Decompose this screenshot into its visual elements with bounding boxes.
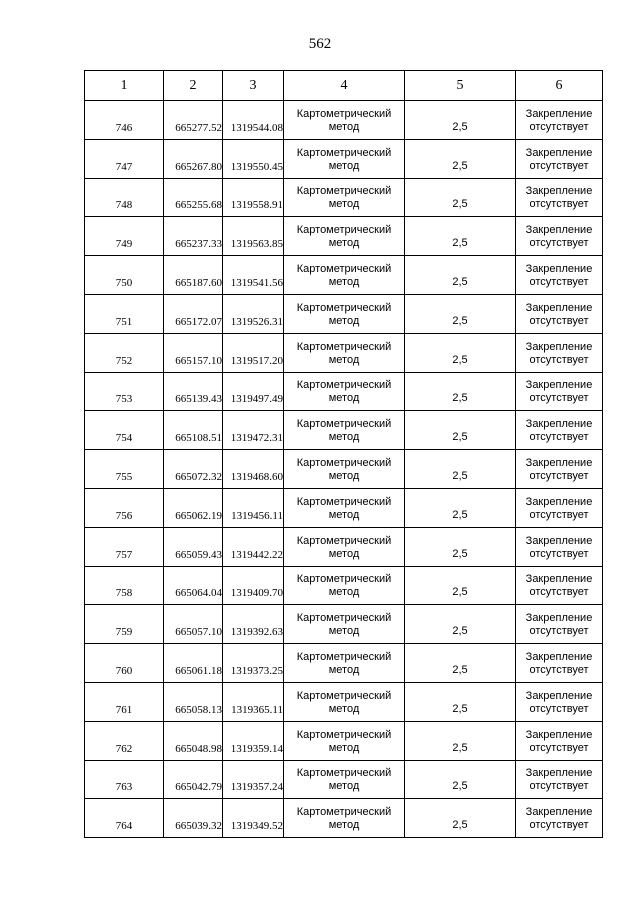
fixing-cell — [516, 760, 603, 799]
method-line: Картометрический — [296, 689, 392, 702]
method-line: метод — [328, 508, 360, 521]
fixing-line: Закрепление — [525, 612, 593, 625]
method-line: метод — [328, 314, 360, 327]
fixing-line: отсутствует — [529, 780, 589, 793]
accuracy-cell: 2,5 — [405, 760, 516, 799]
x-coordinate-cell: 665048.98 — [164, 721, 223, 760]
point-number-cell: 762 — [85, 721, 164, 760]
x-coordinate-cell: 665059.43 — [164, 527, 223, 566]
method-line: Картометрический — [296, 107, 392, 120]
point-number-cell: 761 — [85, 682, 164, 721]
x-coordinate-cell: 665061.18 — [164, 644, 223, 683]
x-coordinate-cell: 665187.60 — [164, 256, 223, 295]
method-cell — [284, 721, 405, 760]
method-line: метод — [328, 547, 360, 560]
y-coordinate-cell: 1319365.11 — [223, 682, 284, 721]
fixing-line: отсутствует — [529, 625, 589, 638]
accuracy-cell: 2,5 — [405, 644, 516, 683]
fixing-line: Закрепление — [525, 301, 593, 314]
fixing-line: отсутствует — [529, 159, 589, 172]
method-cell — [284, 411, 405, 450]
accuracy-cell: 2,5 — [405, 294, 516, 333]
method-line: Картометрический — [296, 301, 392, 314]
method-cell — [284, 256, 405, 295]
point-number-cell: 764 — [85, 799, 164, 838]
x-coordinate-cell: 665172.07 — [164, 294, 223, 333]
y-coordinate-cell: 1319442.22 — [223, 527, 284, 566]
point-number-cell: 751 — [85, 294, 164, 333]
table-header — [85, 71, 603, 101]
fixing-cell — [516, 799, 603, 838]
accuracy-cell: 2,5 — [405, 217, 516, 256]
fixing-line: Закрепление — [525, 262, 593, 275]
method-line: метод — [328, 625, 360, 638]
fixing-cell — [516, 372, 603, 411]
accuracy-cell: 2,5 — [405, 101, 516, 140]
fixing-line: отсутствует — [529, 120, 589, 133]
method-line: метод — [328, 353, 360, 366]
fixing-line: Закрепление — [525, 379, 593, 392]
point-number-cell: 750 — [85, 256, 164, 295]
fixing-line: отсутствует — [529, 508, 589, 521]
header-col-3: 3 — [223, 71, 284, 101]
y-coordinate-cell: 1319563.85 — [223, 217, 284, 256]
point-number-cell: 754 — [85, 411, 164, 450]
method-cell — [284, 682, 405, 721]
y-coordinate-cell: 1319409.70 — [223, 566, 284, 605]
fixing-line: отсутствует — [529, 237, 589, 250]
x-coordinate-cell: 665042.79 — [164, 760, 223, 799]
table-body — [85, 101, 603, 838]
fixing-cell — [516, 682, 603, 721]
point-number-cell: 749 — [85, 217, 164, 256]
table-row — [85, 294, 603, 333]
point-number-cell: 747 — [85, 139, 164, 178]
fixing-line: Закрепление — [525, 456, 593, 469]
x-coordinate-cell: 665057.10 — [164, 605, 223, 644]
accuracy-cell: 2,5 — [405, 178, 516, 217]
method-cell — [284, 372, 405, 411]
point-number-cell: 760 — [85, 644, 164, 683]
x-coordinate-cell: 665139.43 — [164, 372, 223, 411]
x-coordinate-cell: 665157.10 — [164, 333, 223, 372]
fixing-cell — [516, 450, 603, 489]
accuracy-cell: 2,5 — [405, 682, 516, 721]
accuracy-cell: 2,5 — [405, 488, 516, 527]
header-col-5: 5 — [405, 71, 516, 101]
fixing-cell — [516, 178, 603, 217]
method-line: метод — [328, 663, 360, 676]
fixing-cell — [516, 644, 603, 683]
point-number-cell: 755 — [85, 450, 164, 489]
method-line: Картометрический — [296, 806, 392, 819]
table-row — [85, 139, 603, 178]
method-cell — [284, 178, 405, 217]
fixing-cell — [516, 139, 603, 178]
point-number-cell: 752 — [85, 333, 164, 372]
header-col-1: 1 — [85, 71, 164, 101]
fixing-line: отсутствует — [529, 469, 589, 482]
fixing-line: Закрепление — [525, 224, 593, 237]
table-row — [85, 644, 603, 683]
method-line: метод — [328, 237, 360, 250]
method-cell — [284, 760, 405, 799]
method-line: Картометрический — [296, 456, 392, 469]
table-row — [85, 721, 603, 760]
method-cell — [284, 566, 405, 605]
x-coordinate-cell: 665039.32 — [164, 799, 223, 838]
fixing-cell — [516, 256, 603, 295]
y-coordinate-cell: 1319472.31 — [223, 411, 284, 450]
method-cell — [284, 488, 405, 527]
fixing-line: Закрепление — [525, 689, 593, 702]
table-row — [85, 566, 603, 605]
method-line: Картометрический — [296, 495, 392, 508]
fixing-cell — [516, 333, 603, 372]
method-line: метод — [328, 159, 360, 172]
accuracy-cell: 2,5 — [405, 256, 516, 295]
method-line: Картометрический — [296, 262, 392, 275]
method-line: метод — [328, 586, 360, 599]
fixing-line: отсутствует — [529, 431, 589, 444]
fixing-line: Закрепление — [525, 340, 593, 353]
fixing-cell — [516, 605, 603, 644]
method-line: Картометрический — [296, 146, 392, 159]
x-coordinate-cell: 665058.13 — [164, 682, 223, 721]
method-cell — [284, 605, 405, 644]
y-coordinate-cell: 1319349.52 — [223, 799, 284, 838]
accuracy-cell: 2,5 — [405, 411, 516, 450]
table-row — [85, 411, 603, 450]
accuracy-cell: 2,5 — [405, 605, 516, 644]
method-line: метод — [328, 431, 360, 444]
fixing-line: отсутствует — [529, 547, 589, 560]
point-number-cell: 756 — [85, 488, 164, 527]
y-coordinate-cell: 1319550.45 — [223, 139, 284, 178]
method-cell — [284, 644, 405, 683]
y-coordinate-cell: 1319359.14 — [223, 721, 284, 760]
method-line: Картометрический — [296, 340, 392, 353]
header-col-6: 6 — [516, 71, 603, 101]
method-line: Картометрический — [296, 185, 392, 198]
point-number-cell: 757 — [85, 527, 164, 566]
fixing-line: отсутствует — [529, 586, 589, 599]
accuracy-cell: 2,5 — [405, 450, 516, 489]
accuracy-cell: 2,5 — [405, 566, 516, 605]
accuracy-cell: 2,5 — [405, 799, 516, 838]
fixing-line: отсутствует — [529, 741, 589, 754]
method-line: метод — [328, 469, 360, 482]
x-coordinate-cell: 665072.32 — [164, 450, 223, 489]
method-line: метод — [328, 702, 360, 715]
y-coordinate-cell: 1319558.91 — [223, 178, 284, 217]
table-row — [85, 372, 603, 411]
y-coordinate-cell: 1319497.49 — [223, 372, 284, 411]
page-number: 562 — [308, 36, 332, 52]
x-coordinate-cell: 665267.80 — [164, 139, 223, 178]
table-row — [85, 799, 603, 838]
accuracy-cell: 2,5 — [405, 333, 516, 372]
fixing-cell — [516, 101, 603, 140]
fixing-line: Закрепление — [525, 534, 593, 547]
fixing-line: Закрепление — [525, 573, 593, 586]
y-coordinate-cell: 1319544.08 — [223, 101, 284, 140]
fixing-line: Закрепление — [525, 767, 593, 780]
x-coordinate-cell: 665062.19 — [164, 488, 223, 527]
fixing-line: отсутствует — [529, 275, 589, 288]
fixing-line: Закрепление — [525, 495, 593, 508]
fixing-line: Закрепление — [525, 185, 593, 198]
fixing-line: отсутствует — [529, 314, 589, 327]
fixing-line: Закрепление — [525, 806, 593, 819]
fixing-cell — [516, 411, 603, 450]
method-line: метод — [328, 198, 360, 211]
method-cell — [284, 294, 405, 333]
method-line: Картометрический — [296, 418, 392, 431]
method-cell — [284, 450, 405, 489]
method-cell — [284, 527, 405, 566]
y-coordinate-cell: 1319468.60 — [223, 450, 284, 489]
method-line: Картометрический — [296, 650, 392, 663]
header-col-2: 2 — [164, 71, 223, 101]
fixing-cell — [516, 294, 603, 333]
y-coordinate-cell: 1319456.11 — [223, 488, 284, 527]
point-number-cell: 746 — [85, 101, 164, 140]
fixing-line: отсутствует — [529, 663, 589, 676]
x-coordinate-cell: 665064.04 — [164, 566, 223, 605]
point-number-cell: 758 — [85, 566, 164, 605]
y-coordinate-cell: 1319526.31 — [223, 294, 284, 333]
fixing-line: отсутствует — [529, 392, 589, 405]
table-row — [85, 101, 603, 140]
table-row — [85, 217, 603, 256]
fixing-cell — [516, 217, 603, 256]
fixing-cell — [516, 527, 603, 566]
method-line: Картометрический — [296, 379, 392, 392]
point-number-cell: 748 — [85, 178, 164, 217]
accuracy-cell: 2,5 — [405, 721, 516, 760]
coordinates-table — [84, 70, 603, 838]
method-cell — [284, 101, 405, 140]
fixing-line: отсутствует — [529, 198, 589, 211]
method-cell — [284, 333, 405, 372]
method-line: Картометрический — [296, 573, 392, 586]
method-cell — [284, 217, 405, 256]
point-number-cell: 759 — [85, 605, 164, 644]
table-row — [85, 760, 603, 799]
accuracy-cell: 2,5 — [405, 372, 516, 411]
table-row — [85, 605, 603, 644]
y-coordinate-cell: 1319357.24 — [223, 760, 284, 799]
method-line: метод — [328, 741, 360, 754]
y-coordinate-cell: 1319517.20 — [223, 333, 284, 372]
method-line: Картометрический — [296, 728, 392, 741]
y-coordinate-cell: 1319373.25 — [223, 644, 284, 683]
fixing-cell — [516, 566, 603, 605]
method-line: метод — [328, 120, 360, 133]
method-line: метод — [328, 819, 360, 832]
fixing-cell — [516, 488, 603, 527]
method-cell — [284, 799, 405, 838]
fixing-cell — [516, 721, 603, 760]
method-cell — [284, 139, 405, 178]
header-row — [85, 71, 603, 101]
method-line: Картометрический — [296, 534, 392, 547]
table-row — [85, 527, 603, 566]
table-row — [85, 450, 603, 489]
method-line: Картометрический — [296, 767, 392, 780]
method-line: метод — [328, 780, 360, 793]
fixing-line: Закрепление — [525, 146, 593, 159]
fixing-line: отсутствует — [529, 702, 589, 715]
table-row — [85, 682, 603, 721]
table-row — [85, 488, 603, 527]
accuracy-cell: 2,5 — [405, 139, 516, 178]
y-coordinate-cell: 1319541.56 — [223, 256, 284, 295]
fixing-line: отсутствует — [529, 819, 589, 832]
x-coordinate-cell: 665277.52 — [164, 101, 223, 140]
point-number-cell: 763 — [85, 760, 164, 799]
x-coordinate-cell: 665108.51 — [164, 411, 223, 450]
fixing-line: Закрепление — [525, 650, 593, 663]
fixing-line: отсутствует — [529, 353, 589, 366]
x-coordinate-cell: 665255.68 — [164, 178, 223, 217]
point-number-cell: 753 — [85, 372, 164, 411]
method-line: метод — [328, 392, 360, 405]
fixing-line: Закрепление — [525, 418, 593, 431]
method-line: Картометрический — [296, 612, 392, 625]
x-coordinate-cell: 665237.33 — [164, 217, 223, 256]
table-row — [85, 333, 603, 372]
table-row — [85, 178, 603, 217]
method-line: метод — [328, 275, 360, 288]
accuracy-cell: 2,5 — [405, 527, 516, 566]
table-row — [85, 256, 603, 295]
method-line: Картометрический — [296, 224, 392, 237]
header-col-4: 4 — [284, 71, 405, 101]
fixing-line: Закрепление — [525, 728, 593, 741]
fixing-line: Закрепление — [525, 107, 593, 120]
y-coordinate-cell: 1319392.63 — [223, 605, 284, 644]
